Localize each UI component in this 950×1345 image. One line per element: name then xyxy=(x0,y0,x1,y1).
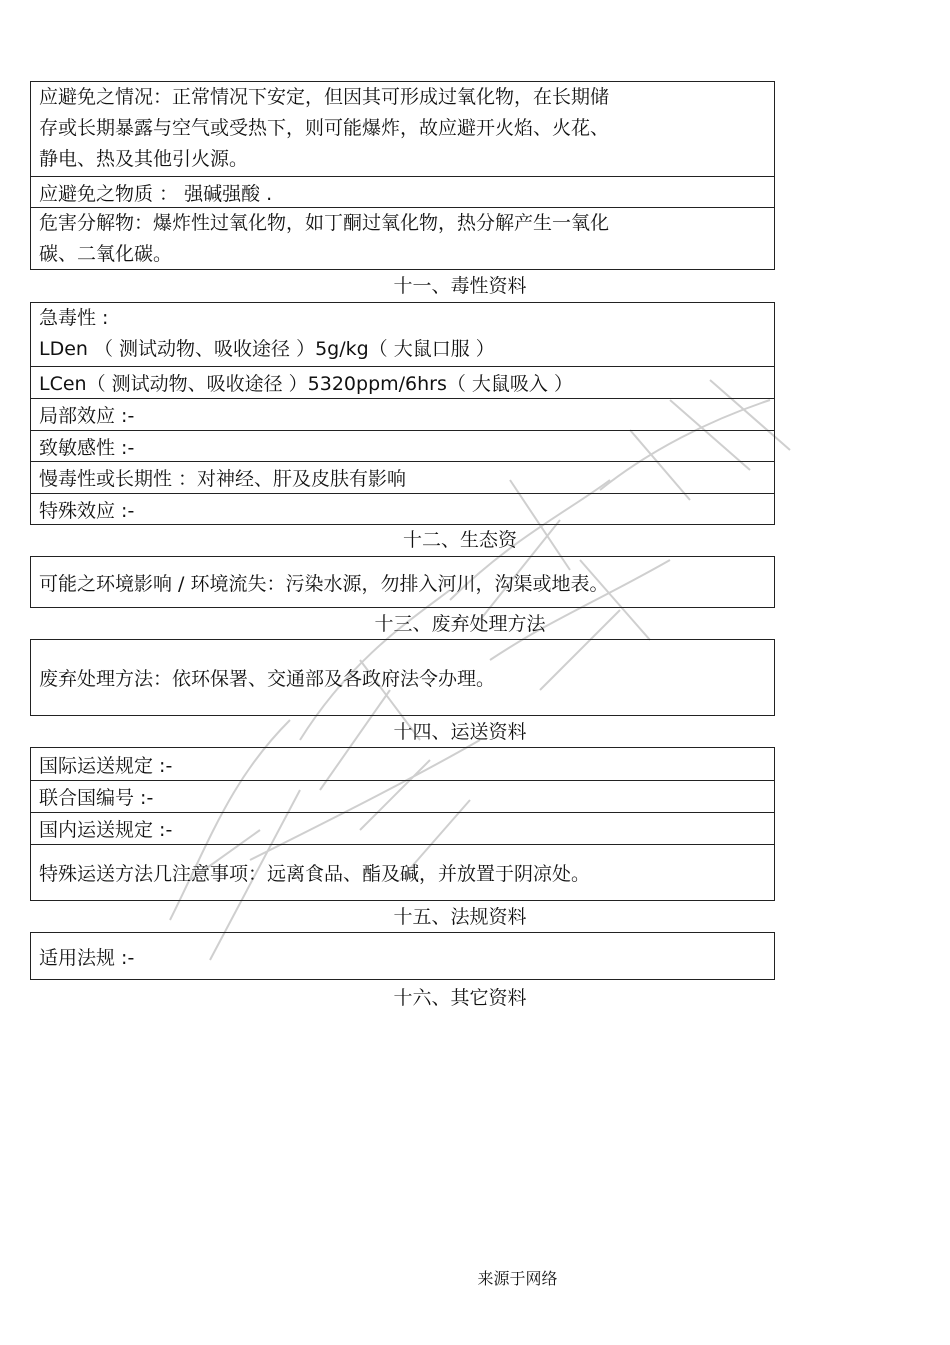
section-14-heading: 十四、运送资料 xyxy=(393,721,527,743)
decomposition-line-1: 危害分解物：爆炸性过氧化物，如丁酮过氧化物，热分解产生一氧化 xyxy=(39,212,610,234)
section-15-heading: 十五、法规资料 xyxy=(393,906,527,928)
international-transport-row xyxy=(31,748,774,780)
conditions-to-avoid-row xyxy=(31,82,774,176)
special-transport: 特殊运送方法几注意事项：远离食品、酯及碱，并放置于阴凉处。 xyxy=(39,863,591,885)
section-11-heading: 十一、毒性资料 xyxy=(393,275,527,297)
disposal-table xyxy=(30,639,775,716)
lc50-row xyxy=(31,366,774,398)
local-effect-row xyxy=(31,398,774,430)
environmental-impact: 可能之环境影响 / 环境流失：污染水源，勿排入河川，沟渠或地表。 xyxy=(39,572,609,595)
conditions-line-1: 应避免之情况：正常情况下安定，但因其可形成过氧化物，在长期储 xyxy=(39,86,610,108)
un-number-row xyxy=(31,780,774,812)
sensitization: 致敏感性 :- xyxy=(39,436,135,459)
sensitization-row xyxy=(31,430,774,461)
lc50-value: LCen（ 测试动物、吸收途径 ）5320ppm/6hrs（ 大鼠吸入 ） xyxy=(39,373,573,395)
local-effect: 局部效应 :- xyxy=(39,405,135,427)
disposal-row xyxy=(31,640,774,715)
applicable-regulations: 适用法规 :- xyxy=(39,946,135,969)
acute-toxicity-label: 急毒性 : xyxy=(39,307,109,329)
chronic-toxicity-row xyxy=(31,461,774,493)
ld50-value: LDen （ 测试动物、吸收途径 ）5g/kg（ 大鼠口服 ） xyxy=(39,338,495,360)
international-transport: 国际运送规定 :- xyxy=(39,754,173,777)
special-transport-row xyxy=(31,844,774,900)
section-13-heading: 十三、废弃处理方法 xyxy=(374,613,546,635)
conditions-line-3: 静电、热及其他引火源。 xyxy=(39,148,249,170)
ecology-table xyxy=(30,556,775,608)
materials-to-avoid-row xyxy=(31,176,774,207)
toxicity-table xyxy=(30,302,775,525)
transport-table xyxy=(30,747,775,901)
footer-source: 来源于网络 xyxy=(477,1269,558,1288)
regulations-table xyxy=(30,932,775,980)
stability-table xyxy=(30,81,775,270)
materials-to-avoid: 应避免之物质 ： 强碱强酸 . xyxy=(39,182,273,205)
conditions-line-2: 存或长期暴露与空气或受热下，则可能爆炸，故应避开火焰、火花、 xyxy=(39,117,610,139)
regulations-row xyxy=(31,933,774,979)
special-effect: 特殊效应 :- xyxy=(39,499,135,522)
environment-row xyxy=(31,557,774,607)
chronic-toxicity: 慢毒性或长期性 ：对神经、肝及皮肤有影响 xyxy=(39,468,407,490)
section-12-heading: 十二、生态资 xyxy=(402,529,517,551)
domestic-transport-row xyxy=(31,812,774,844)
domestic-transport: 国内运送规定 :- xyxy=(39,819,173,841)
decomposition-line-2: 碳、二氧化碳。 xyxy=(39,243,173,265)
acute-toxicity-row xyxy=(31,303,774,366)
section-16-heading: 十六、其它资料 xyxy=(393,987,527,1009)
decomposition-row xyxy=(31,207,774,269)
special-effect-row xyxy=(31,493,774,524)
un-number: 联合国编号 :- xyxy=(39,787,154,809)
disposal-method: 废弃处理方法：依环保署、交通部及各政府法令办理。 xyxy=(39,668,496,690)
